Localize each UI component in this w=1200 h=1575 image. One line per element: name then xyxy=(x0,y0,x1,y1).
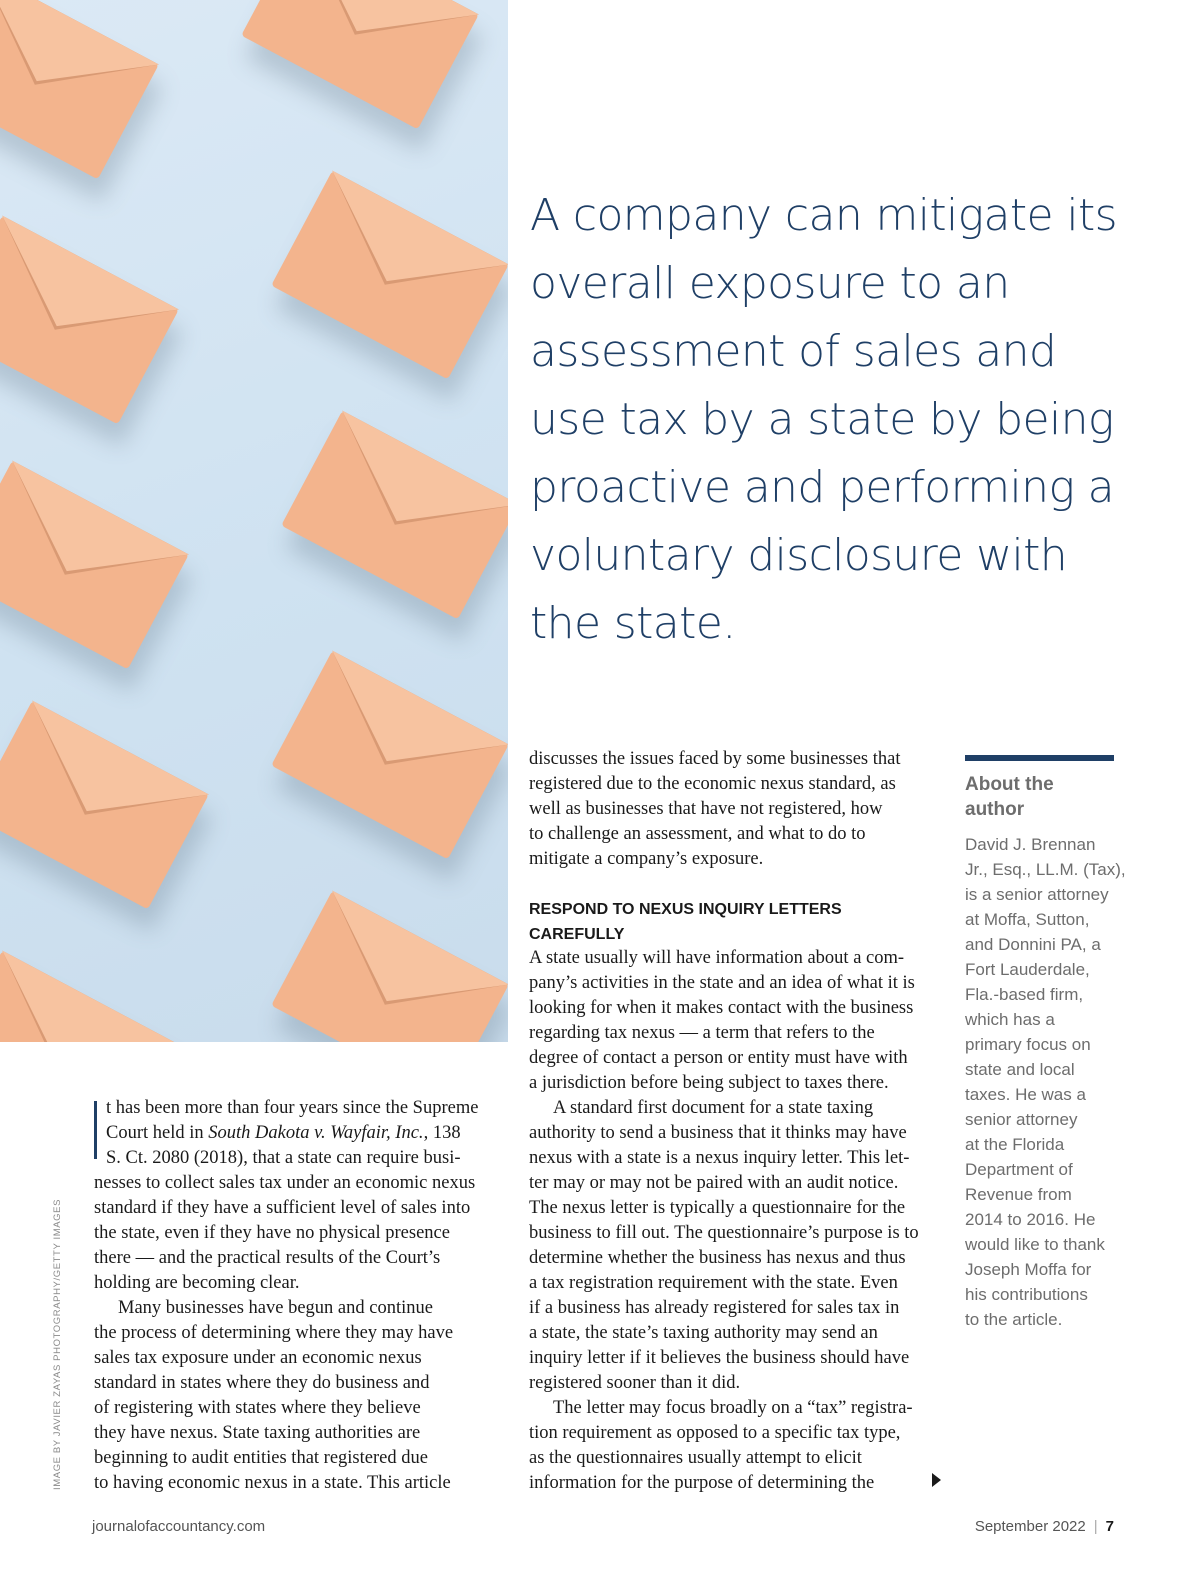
article-middle-column xyxy=(529,747,941,872)
text-line: there — and the practical results of the Court’s xyxy=(94,1248,441,1268)
article-paragraph xyxy=(529,946,941,1096)
text-line: S. Ct. 2080 (2018), that a state can require busi- xyxy=(106,1148,461,1168)
text-line: ter may or may not be paired with an audit notice. xyxy=(529,1173,899,1193)
text-line: nesses to collect sales tax under an economic nexus xyxy=(94,1173,476,1193)
text-line: if a business has already registered for sales tax in xyxy=(529,1298,900,1318)
pull-quote-line: overall exposure to an xyxy=(530,258,1010,309)
text-line: to having economic nexus in a state. This article xyxy=(94,1473,451,1493)
envelope-icon xyxy=(271,171,508,380)
author-bio xyxy=(965,832,1125,1332)
envelope-icon xyxy=(0,216,179,425)
bio-line: Joseph Moffa for xyxy=(965,1260,1092,1279)
text-line: A state usually will have information about a com- xyxy=(529,948,905,968)
text-line: standard in states where they do business and xyxy=(94,1373,430,1393)
bio-line: Fla.-based firm, xyxy=(965,985,1084,1004)
photo-credit: IMAGE BY JAVIER ZAYAS PHOTOGRAPHY/GETTY IMAGES xyxy=(52,1198,63,1490)
sidebar-title-line: About the xyxy=(965,774,1054,795)
text-line: discusses the issues faced by some businesses that xyxy=(529,749,901,769)
article-middle-column-body xyxy=(529,946,941,1496)
case-citation: , 138 xyxy=(423,1123,461,1143)
text-line: a jurisdiction before being subject to taxes there. xyxy=(529,1073,889,1093)
sidebar-rule xyxy=(965,755,1114,761)
bio-line: Revenue from xyxy=(965,1185,1072,1204)
article-left-column xyxy=(94,1096,506,1496)
text-line: regarding tax nexus — a term that refers to the xyxy=(529,1023,875,1043)
bio-line: David J. Brennan xyxy=(965,835,1096,854)
text-fragment: Court held in xyxy=(106,1123,209,1143)
text-line: t has been more than four years since the Supreme xyxy=(106,1098,479,1118)
case-name: South Dakota v. Wayfair, Inc. xyxy=(208,1123,424,1143)
pull-quote-line: use tax by a state by being xyxy=(530,394,1114,445)
envelope-icon xyxy=(271,651,508,860)
article-paragraph xyxy=(529,747,941,872)
sidebar-title xyxy=(965,772,1115,822)
sidebar-title-line: author xyxy=(965,799,1025,820)
page-number: 7 xyxy=(1105,1518,1114,1535)
envelope-icon xyxy=(281,411,508,620)
footer-separator: | xyxy=(1093,1518,1098,1535)
text-line: registered sooner than it did. xyxy=(529,1373,741,1393)
bio-line: taxes. He was a xyxy=(965,1085,1086,1104)
article-paragraph xyxy=(529,1096,941,1396)
text-line: business to fill out. The questionnaire’s purpose is to xyxy=(529,1223,919,1243)
footer-website: journalofaccountancy.com xyxy=(92,1518,266,1535)
article-paragraph xyxy=(529,1396,941,1496)
issue-date: September 2022 xyxy=(974,1518,1086,1535)
text-line: registered due to the economic nexus standard, as xyxy=(529,774,896,794)
bio-line: is a senior attorney xyxy=(965,885,1109,904)
text-line: mitigate a company’s exposure. xyxy=(529,849,764,869)
continue-arrow-icon xyxy=(932,1473,941,1487)
text-line: authority to send a business that it thinks may have xyxy=(529,1123,907,1143)
text-line: A standard first document for a state taxing xyxy=(553,1098,874,1118)
envelope-icon xyxy=(0,951,179,1042)
envelope-icon xyxy=(0,461,189,670)
envelope-photo xyxy=(0,0,508,1042)
text-line: Many businesses have begun and continue xyxy=(118,1298,433,1318)
pull-quote-line: proactive and performing a xyxy=(530,462,1115,513)
text-line: a state, the state’s taxing authority may send an xyxy=(529,1323,878,1343)
bio-line: senior attorney xyxy=(965,1110,1078,1129)
bio-line: primary focus on xyxy=(965,1035,1091,1054)
text-line: determine whether the business has nexus and thus xyxy=(529,1248,906,1268)
text-line: sales tax exposure under an economic nexus xyxy=(94,1348,422,1368)
text-line: standard if they have a sufficient level of sales into xyxy=(94,1198,471,1218)
article-paragraph xyxy=(94,1096,506,1296)
footer-issue-info xyxy=(975,1518,1114,1535)
bio-line: would like to thank xyxy=(965,1235,1105,1254)
text-line: beginning to audit entities that registered due xyxy=(94,1448,428,1468)
pull-quote-line: assessment of sales and xyxy=(530,326,1057,377)
text-line: holding are becoming clear. xyxy=(94,1273,300,1293)
text-line: tion requirement as opposed to a specific tax type, xyxy=(529,1423,901,1443)
section-heading: RESPOND TO NEXUS INQUIRY LETTERS CAREFULLY xyxy=(529,901,842,943)
bio-line: and Donnini PA, a xyxy=(965,935,1101,954)
bio-line: at Moffa, Sutton, xyxy=(965,910,1090,929)
bio-line: at the Florida xyxy=(965,1135,1065,1154)
envelope-icon xyxy=(271,891,508,1042)
text-line: they have nexus. State taxing authorities are xyxy=(94,1423,421,1443)
text-line: as the questionnaires usually attempt to elicit xyxy=(529,1448,862,1468)
text-line: a tax registration requirement with the state. Even xyxy=(529,1273,898,1293)
pull-quote-line: the state. xyxy=(530,598,736,649)
pull-quote-line: A company can mitigate its xyxy=(530,190,1117,241)
envelope-icon xyxy=(0,701,209,910)
text-line: the state, even if they have no physical presence xyxy=(94,1223,450,1243)
text-line: information for the purpose of determining the xyxy=(529,1473,875,1493)
text-line: to challenge an assessment, and what to do to xyxy=(529,824,866,844)
text-line: of registering with states where they believe xyxy=(94,1398,421,1418)
bio-line: Department of xyxy=(965,1160,1073,1179)
bio-line: Jr., Esq., LL.M. (Tax), xyxy=(965,860,1126,879)
bio-line: 2014 to 2016. He xyxy=(965,1210,1096,1229)
text-line: pany’s activities in the state and an idea of what it is xyxy=(529,973,915,993)
pull-quote xyxy=(530,182,1150,658)
text-line: nexus with a state is a nexus inquiry letter. This let- xyxy=(529,1148,910,1168)
bio-line: which has a xyxy=(965,1010,1055,1029)
text-line xyxy=(94,1121,506,1146)
bio-line: his contributions xyxy=(965,1285,1088,1304)
article-paragraph xyxy=(94,1296,506,1496)
envelope-icon xyxy=(241,0,479,129)
bio-line: to the article. xyxy=(965,1310,1063,1329)
envelope-icon xyxy=(0,0,159,179)
text-line: degree of contact a person or entity must have with xyxy=(529,1048,908,1068)
pull-quote-line: voluntary disclosure with xyxy=(530,530,1068,581)
text-line: The nexus letter is typically a questionnaire for the xyxy=(529,1198,906,1218)
text-line: looking for when it makes contact with the business xyxy=(529,998,914,1018)
text-line: the process of determining where they may have xyxy=(94,1323,454,1343)
text-line: inquiry letter if it believes the business should have xyxy=(529,1348,910,1368)
bio-line: Fort Lauderdale, xyxy=(965,960,1090,979)
text-line: The letter may focus broadly on a “tax” registra- xyxy=(553,1398,913,1418)
text-line: well as businesses that have not registered, how xyxy=(529,799,883,819)
bio-line: state and local xyxy=(965,1060,1075,1079)
